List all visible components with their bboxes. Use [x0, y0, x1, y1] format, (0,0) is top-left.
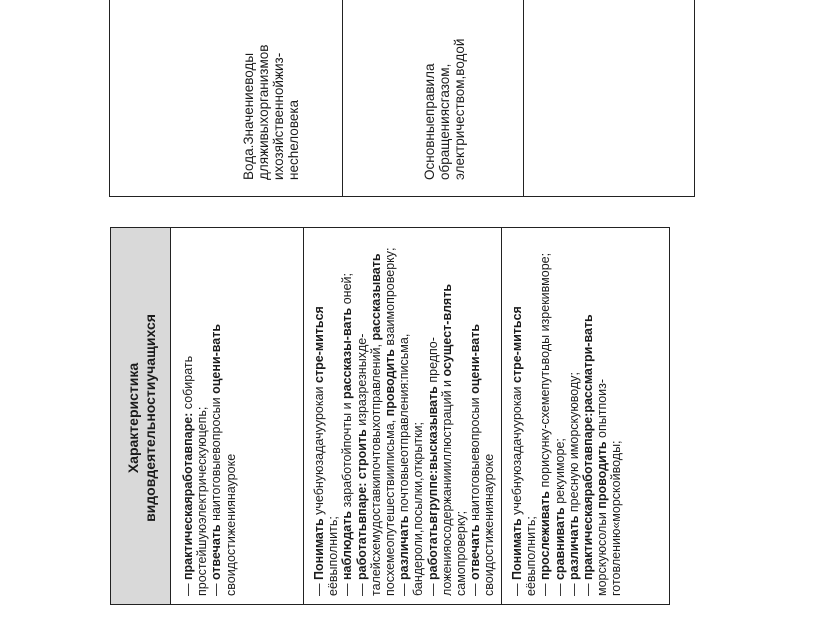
text-run: еёвыполнить;: [524, 516, 539, 596]
text-run: учебнуюзадачуурокаи: [312, 382, 326, 519]
bold-text: Понимать: [510, 518, 524, 581]
header-line: видовдеятельностиучащихся: [142, 314, 158, 522]
cell-paragraph: [209, 236, 237, 596]
topic-rules-line: обращениясгазом,: [437, 63, 452, 180]
text-run: пресную иморскуюводу;: [566, 372, 581, 516]
bold-text: стре-миться: [510, 306, 524, 383]
text-run: —: [552, 580, 567, 596]
bold-text: оцени-вать: [209, 323, 224, 394]
text-run: заработойпочты и: [340, 398, 355, 511]
topic-water-line: ихозяйственнойжиз-: [271, 52, 286, 180]
cell-paragraph: [538, 236, 552, 596]
text-run: —: [425, 580, 440, 596]
topic-water: [241, 45, 301, 180]
text-run: собирать простейшуюэлектрическуюцепь;: [181, 355, 210, 596]
text-run: —: [209, 580, 224, 596]
text-run: еёвыполнить;: [326, 516, 341, 596]
text-run: —: [510, 580, 524, 596]
text-run: наитоговыевопросыи: [468, 393, 483, 525]
text-run: —: [354, 580, 369, 596]
bold-text: Понимать: [312, 518, 326, 581]
text-run: почтовыеотправления:письма, бандероли,посылки,открытки;: [397, 333, 426, 596]
table-row-post: [304, 228, 502, 604]
cell-paragraph: [397, 236, 425, 596]
text-run: —: [566, 580, 581, 596]
topic-water-line: дляживыхорганизмов: [256, 44, 271, 180]
topic-water-line: Вода.Значениеводы: [241, 52, 256, 180]
cell-paragraph: [426, 236, 469, 596]
bold-text: работатьвгруппе:высказывать: [425, 386, 440, 581]
bold-text: оцени-вать: [468, 323, 483, 394]
text-run: своидостижениянауроке: [223, 453, 238, 596]
cell-text: [181, 236, 238, 596]
table-header: [111, 228, 171, 604]
bold-text: рассказы-вать: [340, 307, 355, 399]
bold-text: проводить: [383, 349, 398, 417]
bold-text: работатьвпаре:: [354, 482, 369, 581]
lesson-topics-table: [109, 0, 695, 197]
bold-text: осущест-влять: [439, 283, 454, 377]
bold-text: отвечать: [209, 524, 224, 581]
table-row-electric-circuit: [171, 228, 304, 604]
cell-paragraph: [312, 236, 340, 596]
text-run: —: [468, 580, 483, 596]
text-run: предпо-ложенияосодержаниииллюстраций и: [425, 337, 454, 596]
topic-safety-rules: [422, 39, 467, 180]
bold-text: практическаяработавпаре:рассматри-вать: [581, 314, 596, 581]
text-run: наитоговыевопросыи: [209, 393, 224, 525]
bold-text: сравнивать: [552, 507, 567, 581]
text-run: своидостижениянауроке: [482, 453, 497, 596]
cell-paragraph: [468, 236, 496, 596]
bold-text: практическаяработавпаре:: [181, 412, 195, 581]
cell-text: [510, 236, 624, 596]
bold-text: отвечать: [468, 524, 483, 581]
cell-paragraph: [581, 236, 624, 596]
text-run: морскуюсольи: [595, 508, 610, 596]
bold-text: прослеживать: [538, 491, 553, 581]
text-run: —: [181, 580, 195, 596]
bold-text: проводить: [595, 441, 610, 509]
activities-table: [110, 227, 670, 605]
text-run: изразрезныхде-талейсхемудоставкипочтовыхотправлений,: [354, 333, 383, 596]
text-run: опытпоиз-готовлению«морскойводы;: [595, 378, 624, 596]
bold-text: различать: [397, 515, 412, 581]
text-run: —: [312, 580, 326, 596]
text-run: порисунку-схемепутьводы изрекивморе;: [538, 252, 553, 492]
table-column-rules: [524, 0, 696, 196]
table-row-water: [502, 228, 669, 604]
cell-text: [312, 236, 497, 596]
table-column-empty: [110, 0, 343, 196]
bold-text: строить: [354, 429, 369, 480]
text-run: рекуиморе;: [552, 438, 567, 508]
topic-rules-line: Основныеправила: [422, 63, 437, 180]
cell-paragraph: [181, 236, 209, 596]
text-run: взаимопроверку;: [383, 247, 398, 350]
topic-water-line: нechеловека: [286, 99, 301, 180]
header-line: Характеристика: [125, 362, 141, 474]
cell-paragraph: [340, 236, 354, 596]
bold-text: стре-миться: [312, 306, 326, 383]
bold-text: различать: [566, 515, 581, 581]
text-run: посхемеопутешествииписьма,: [383, 416, 398, 596]
text-run: —: [340, 580, 355, 596]
bold-text: наблюдать: [340, 510, 355, 581]
text-run: оней;: [340, 273, 355, 308]
text-run: учебнуюзадачуурокаи: [510, 382, 524, 519]
table-header-title: [125, 268, 159, 568]
bold-text: рассказывать: [368, 253, 383, 341]
cell-paragraph: [567, 236, 581, 596]
text-run: самопроверку;: [454, 510, 469, 596]
cell-paragraph: [510, 236, 538, 596]
text-run: —: [538, 580, 553, 596]
cell-paragraph: [553, 236, 567, 596]
text-run: [355, 479, 369, 482]
cell-paragraph: [355, 236, 398, 596]
text-run: —: [581, 580, 596, 596]
topic-rules-line: электричеством,водой: [452, 38, 467, 180]
text-run: —: [397, 580, 412, 596]
